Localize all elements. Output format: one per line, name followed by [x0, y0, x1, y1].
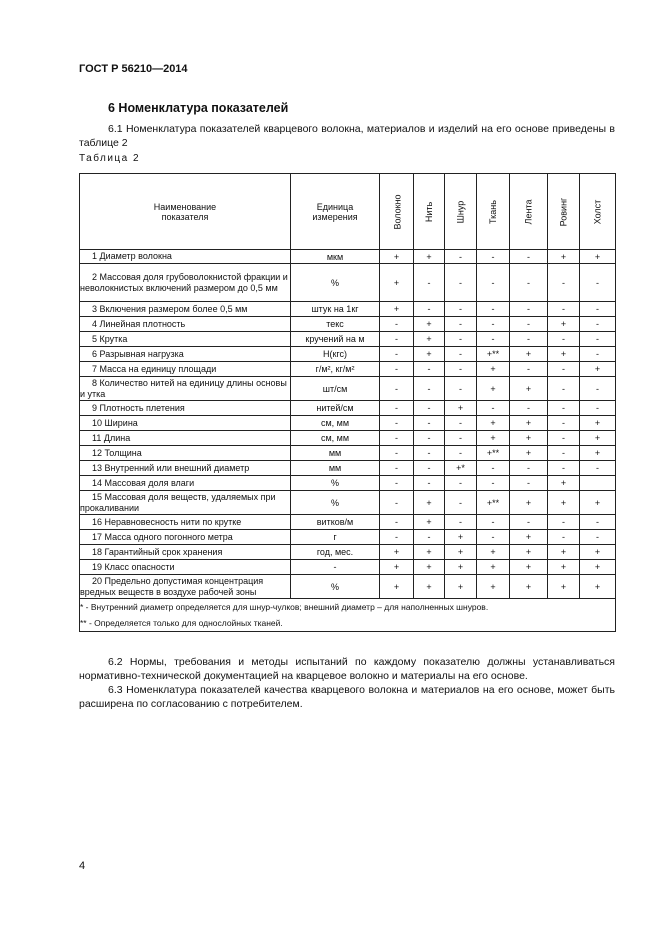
- row-mark: +: [548, 491, 580, 515]
- row-mark: +: [445, 401, 477, 416]
- row-mark: -: [548, 446, 580, 461]
- row-mark: -: [445, 515, 477, 530]
- row-mark: -: [477, 317, 510, 332]
- row-mark: +: [414, 560, 445, 575]
- row-unit: %: [291, 476, 380, 491]
- paragraph-6-2-text: 6.2 Нормы, требования и методы испытаний по каждому показателю должны устанавливаться нормативно-технической документацией на кварцевое волокно и материалы на его основе.: [79, 656, 615, 682]
- row-mark: -: [445, 416, 477, 431]
- row-mark: +: [548, 575, 580, 599]
- table-row: [80, 560, 616, 575]
- row-name: 18 Гарантийный срок хранения: [80, 545, 291, 560]
- row-mark: -: [548, 332, 580, 347]
- table-row: [80, 491, 616, 515]
- row-mark: -: [445, 491, 477, 515]
- row-mark: +: [510, 347, 548, 362]
- row-mark: -: [548, 515, 580, 530]
- row-unit: год, мес.: [291, 545, 380, 560]
- row-mark: -: [445, 317, 477, 332]
- row-mark: -: [548, 302, 580, 317]
- row-name: 15 Массовая доля веществ, удаляемых при прокаливании: [80, 491, 291, 515]
- row-mark: -: [380, 362, 414, 377]
- row-mark: +: [580, 362, 616, 377]
- row-mark: +: [548, 250, 580, 264]
- row-mark: +: [580, 560, 616, 575]
- row-mark: -: [380, 347, 414, 362]
- row-mark: -: [510, 515, 548, 530]
- row-mark: +: [380, 264, 414, 302]
- document-code: ГОСТ Р 56210—2014: [79, 63, 188, 75]
- header-name-text: Наименование показателя: [153, 201, 217, 222]
- row-mark: -: [477, 264, 510, 302]
- row-mark: -: [414, 476, 445, 491]
- row-mark: -: [380, 431, 414, 446]
- row-mark: -: [477, 302, 510, 317]
- row-mark: -: [548, 416, 580, 431]
- row-unit: г/м², кг/м²: [291, 362, 380, 377]
- row-unit: нитей/см: [291, 401, 380, 416]
- row-mark: -: [445, 476, 477, 491]
- row-mark: -: [380, 476, 414, 491]
- row-unit: кручений на м: [291, 332, 380, 347]
- row-mark: -: [548, 377, 580, 401]
- row-mark: +: [445, 560, 477, 575]
- table-row: [80, 317, 616, 332]
- table-row: [80, 575, 616, 599]
- row-mark: -: [510, 250, 548, 264]
- row-mark: -: [548, 431, 580, 446]
- row-mark: +: [580, 250, 616, 264]
- row-mark: -: [380, 446, 414, 461]
- row-mark: -: [380, 317, 414, 332]
- paragraph-6-3-text: 6.3 Номенклатура показателей качества кварцевого волокна и материалов на его основе, может быть расширена по согласованию с потребителем.: [79, 684, 615, 710]
- row-mark: +: [477, 560, 510, 575]
- row-mark: -: [414, 401, 445, 416]
- table-row: [80, 332, 616, 347]
- row-mark: -: [380, 401, 414, 416]
- row-mark: -: [445, 250, 477, 264]
- row-mark: -: [414, 446, 445, 461]
- row-name: 12 Толщина: [80, 446, 291, 461]
- row-mark: -: [477, 401, 510, 416]
- row-mark: -: [477, 332, 510, 347]
- table-row: [80, 476, 616, 491]
- row-mark: +: [510, 530, 548, 545]
- row-mark: -: [510, 302, 548, 317]
- row-mark: +: [414, 317, 445, 332]
- row-name: 17 Масса одного погонного метра: [80, 530, 291, 545]
- row-unit: витков/м: [291, 515, 380, 530]
- row-unit: см, мм: [291, 416, 380, 431]
- header-col-label: Волокно: [392, 193, 403, 230]
- row-mark: -: [510, 476, 548, 491]
- row-mark: +: [580, 575, 616, 599]
- row-name: 2 Массовая доля грубоволокнистой фракции и неволокнистых включений размером до 0,5 мм: [80, 264, 291, 302]
- row-mark: -: [445, 332, 477, 347]
- row-mark: -: [580, 302, 616, 317]
- page-number: 4: [79, 860, 86, 872]
- row-mark: -: [445, 347, 477, 362]
- row-mark: +: [414, 250, 445, 264]
- row-mark: -: [380, 377, 414, 401]
- row-unit: мм: [291, 461, 380, 476]
- table-row: [80, 264, 616, 302]
- row-mark: +: [510, 416, 548, 431]
- row-unit: %: [291, 491, 380, 515]
- table-notes-row: [80, 599, 616, 632]
- row-mark: -: [510, 317, 548, 332]
- row-mark: +*: [445, 461, 477, 476]
- row-unit: мкм: [291, 250, 380, 264]
- row-mark: +: [414, 332, 445, 347]
- row-mark: -: [510, 362, 548, 377]
- table-row: [80, 515, 616, 530]
- row-unit: %: [291, 575, 380, 599]
- row-name: 11 Длина: [80, 431, 291, 446]
- row-mark: -: [580, 515, 616, 530]
- row-mark: +: [580, 431, 616, 446]
- row-mark: -: [580, 377, 616, 401]
- row-mark: +: [510, 446, 548, 461]
- row-mark: -: [414, 416, 445, 431]
- row-mark: -: [380, 416, 414, 431]
- row-name: 20 Предельно допустимая концентрация вредных веществ в воздухе рабочей зоны: [80, 575, 291, 599]
- row-name: 1 Диаметр волокна: [80, 250, 291, 264]
- row-mark: -: [445, 302, 477, 317]
- row-mark: -: [445, 362, 477, 377]
- row-mark: -: [414, 377, 445, 401]
- row-mark: +**: [477, 491, 510, 515]
- row-mark: -: [548, 362, 580, 377]
- row-mark: +: [445, 530, 477, 545]
- row-mark: -: [477, 530, 510, 545]
- row-name: 13 Внутренний или внешний диаметр: [80, 461, 291, 476]
- header-col-roving: [548, 174, 580, 250]
- row-mark: +: [477, 545, 510, 560]
- row-mark: +: [414, 347, 445, 362]
- row-mark: +: [380, 302, 414, 317]
- row-mark: -: [380, 530, 414, 545]
- row-name: 8 Количество нитей на единицу длины основы и утка: [80, 377, 291, 401]
- row-name: 16 Неравновесность нити по крутке: [80, 515, 291, 530]
- table-body: [80, 250, 616, 599]
- indicators-table: [79, 173, 616, 632]
- row-mark: -: [445, 431, 477, 446]
- row-unit: г: [291, 530, 380, 545]
- row-mark: -: [414, 461, 445, 476]
- row-mark: -: [510, 264, 548, 302]
- row-mark: -: [510, 401, 548, 416]
- row-mark: +: [548, 317, 580, 332]
- table-row: [80, 302, 616, 317]
- table-row: [80, 250, 616, 264]
- table-row: [80, 431, 616, 446]
- header-col-label: Шнур: [455, 200, 466, 223]
- row-mark: +: [580, 446, 616, 461]
- row-name: 3 Включения размером более 0,5 мм: [80, 302, 291, 317]
- row-mark: +: [548, 560, 580, 575]
- row-mark: -: [548, 530, 580, 545]
- row-name: 6 Разрывная нагрузка: [80, 347, 291, 362]
- row-mark: +: [548, 347, 580, 362]
- row-name: 7 Масса на единицу площади: [80, 362, 291, 377]
- row-mark: -: [580, 347, 616, 362]
- table-row: [80, 347, 616, 362]
- row-mark: +: [477, 575, 510, 599]
- row-unit: мм: [291, 446, 380, 461]
- row-mark: +: [380, 545, 414, 560]
- row-mark: +: [580, 416, 616, 431]
- row-mark: +: [510, 560, 548, 575]
- row-unit: шт/см: [291, 377, 380, 401]
- header-col-label: Ткань: [488, 199, 498, 224]
- header-name: [80, 174, 291, 250]
- table-row: [80, 461, 616, 476]
- row-mark: -: [380, 515, 414, 530]
- header-unit-text: Единица измерения: [312, 201, 358, 222]
- row-name: 10 Ширина: [80, 416, 291, 431]
- note-double-star: ** - Определяется только для однослойных тканей.: [80, 618, 283, 628]
- row-mark: -: [414, 530, 445, 545]
- header-col-fabric: [477, 174, 510, 250]
- row-mark: +: [510, 545, 548, 560]
- table-row: [80, 401, 616, 416]
- row-mark: -: [477, 476, 510, 491]
- header-col-label: Ровинг: [558, 197, 569, 226]
- row-mark: +: [477, 416, 510, 431]
- row-mark: +: [414, 545, 445, 560]
- header-col-label: Холст: [592, 199, 603, 224]
- row-mark: +: [477, 377, 510, 401]
- paragraph-6-3: [79, 683, 615, 711]
- row-name: 4 Линейная плотность: [80, 317, 291, 332]
- header-col-thread: [414, 174, 445, 250]
- paragraph-6-1: [79, 122, 615, 150]
- row-mark: +: [445, 545, 477, 560]
- row-mark: +: [510, 377, 548, 401]
- header-col-tape: [510, 174, 548, 250]
- table-row: [80, 362, 616, 377]
- header-col-cord: [445, 174, 477, 250]
- row-mark: +: [510, 431, 548, 446]
- row-name: 5 Крутка: [80, 332, 291, 347]
- row-mark: -: [580, 332, 616, 347]
- row-mark: -: [445, 446, 477, 461]
- row-mark: -: [477, 515, 510, 530]
- row-mark: -: [580, 401, 616, 416]
- row-mark: -: [580, 530, 616, 545]
- row-unit: см, мм: [291, 431, 380, 446]
- row-mark: -: [414, 302, 445, 317]
- row-mark: +: [477, 362, 510, 377]
- row-unit: штук на 1кг: [291, 302, 380, 317]
- row-mark: +: [510, 491, 548, 515]
- row-mark: -: [380, 461, 414, 476]
- row-unit: текс: [291, 317, 380, 332]
- note-single-star: * - Внутренний диаметр определяется для шнур-чулков; внешний диаметр – для наполненных шнуров.: [80, 602, 489, 612]
- row-mark: +: [380, 250, 414, 264]
- row-mark: -: [414, 431, 445, 446]
- row-mark: -: [580, 264, 616, 302]
- row-mark: +: [414, 491, 445, 515]
- row-name: 19 Класс опасности: [80, 560, 291, 575]
- row-mark: -: [548, 264, 580, 302]
- header-col-fiber: [380, 174, 414, 250]
- paragraph-6-2: [79, 655, 615, 683]
- row-mark: -: [477, 461, 510, 476]
- row-unit: Н(кгс): [291, 347, 380, 362]
- row-mark: -: [445, 377, 477, 401]
- table-row: [80, 545, 616, 560]
- row-mark: +: [510, 575, 548, 599]
- row-mark: [580, 476, 616, 491]
- header-col-label: Лента: [523, 199, 534, 224]
- row-mark: +**: [477, 446, 510, 461]
- row-mark: -: [580, 317, 616, 332]
- row-mark: +: [414, 575, 445, 599]
- row-mark: +: [477, 431, 510, 446]
- row-unit: %: [291, 264, 380, 302]
- header-unit: [291, 174, 380, 250]
- row-mark: +**: [477, 347, 510, 362]
- section-title: 6 Номенклатура показателей: [108, 101, 289, 115]
- table-row: [80, 446, 616, 461]
- row-mark: -: [510, 461, 548, 476]
- row-mark: +: [445, 575, 477, 599]
- row-mark: +: [380, 560, 414, 575]
- paragraph-6-1-text: 6.1 Номенклатура показателей кварцевого волокна, материалов и изделий на его основе приведены в таблице 2: [79, 123, 615, 149]
- row-mark: -: [510, 332, 548, 347]
- row-unit: -: [291, 560, 380, 575]
- row-mark: +: [548, 545, 580, 560]
- row-mark: -: [477, 250, 510, 264]
- row-mark: +: [580, 545, 616, 560]
- row-mark: -: [580, 461, 616, 476]
- row-mark: -: [548, 461, 580, 476]
- table-row: [80, 416, 616, 431]
- row-mark: +: [380, 575, 414, 599]
- header-col-label: Нить: [424, 201, 434, 222]
- table-header-row: [80, 174, 616, 250]
- row-mark: -: [445, 264, 477, 302]
- row-mark: +: [548, 476, 580, 491]
- row-mark: -: [380, 491, 414, 515]
- table-caption: Таблица 2: [79, 153, 141, 164]
- row-name: 14 Массовая доля влаги: [80, 476, 291, 491]
- header-col-canvas: [580, 174, 616, 250]
- row-mark: -: [548, 401, 580, 416]
- row-mark: -: [380, 332, 414, 347]
- table-notes: [80, 599, 616, 632]
- row-mark: +: [580, 491, 616, 515]
- row-mark: -: [414, 264, 445, 302]
- row-mark: +: [414, 515, 445, 530]
- row-name: 9 Плотность плетения: [80, 401, 291, 416]
- table-row: [80, 377, 616, 401]
- table-row: [80, 530, 616, 545]
- row-mark: -: [414, 362, 445, 377]
